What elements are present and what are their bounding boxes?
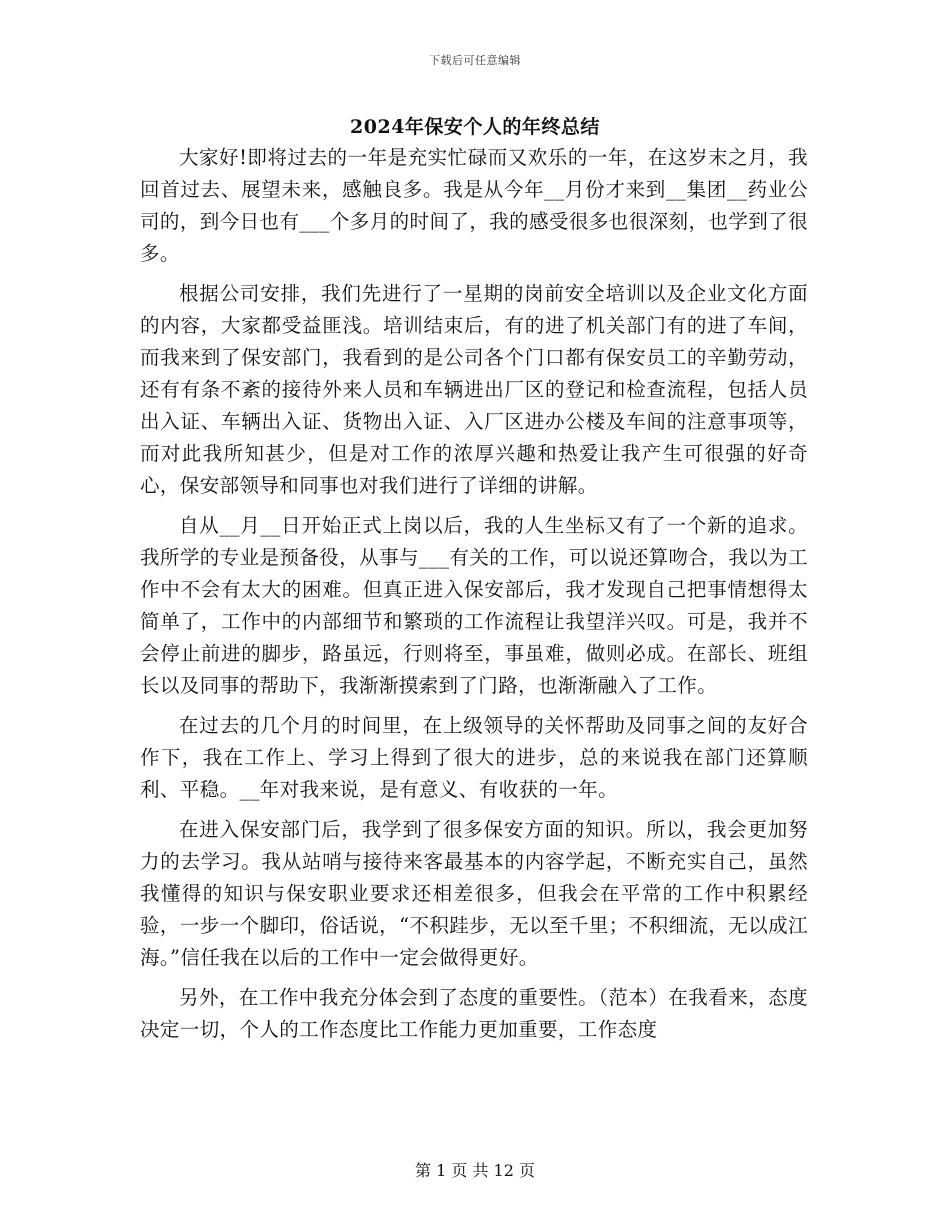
paragraph-1: 大家好!即将过去的一年是充实忙碌而又欢乐的一年，在这岁末之月，我回首过去、展望未来，感触良多。我是从今年__月份才来到__集团__药业公司的，到今日也有___个多月的时间了，我的感受很多也很深刻，也学到了很多。 [140,146,808,265]
paragraph-4: 在过去的几个月的时间里，在上级领导的关怀帮助及同事之间的友好合作下，我在工作上、学习上得到了很大的进步，总的来说我在部门还算顺利、平稳。__年对我来说，是有意义、有收获的一年。 [140,714,808,801]
document-body [140,142,808,1054]
document-title: 2024年保安个人的年终总结 [350,116,600,138]
header-note: 下载后可任意编辑 [429,54,521,67]
paragraph-3: 自从__月__日开始正式上岗以后，我的人生坐标又有了一个新的追求。我所学的专业是预备役，从事与___有关的工作，可以说还算吻合，我以为工作中不会有太大的困难。但真正进入保安部后，我才发现自己把事情想得太简单了，工作中的内部细节和繁琐的工作流程让我望洋兴叹。可是，我并不会停止前进的脚步，路虽远，行则将至，事虽难，做则必成。在部长、班组长以及同事的帮助下，我渐渐摸索到了门路，也渐渐融入了工作。 [140,514,808,697]
paragraph-5: 在进入保安部门后，我学到了很多保安方面的知识。所以，我会更加努力的去学习。我从站哨与接待来客最基本的内容学起，不断充实自己，虽然我懂得的知识与保安职业要求还相差很多，但我会在平常的工作中积累经验，一步一个脚印，俗话说，“不积跬步，无以至千里；不积细流，无以成江海。”信任我在以后的工作中一定会做得更好。 [140,818,808,969]
paragraph-6: 另外，在工作中我充分体会到了态度的重要性。（范本）在我看来，态度决定一切，个人的工作态度比工作能力更加重要，工作态度 [140,986,808,1041]
paragraph-2: 根据公司安排，我们先进行了一星期的岗前安全培训以及企业文化方面的内容，大家都受益匪浅。培训结束后，有的进了机关部门有的进了车间，而我来到了保安部门，我看到的是公司各个门口都有保安员工的辛勤劳动，还有有条不紊的接待外来人员和车辆进出厂区的登记和检查流程，包括人员出入证、车辆出入证、货物出入证、入厂区进办公楼及车间的注意事项等，而对此我所知甚少，但是对工作的浓厚兴趣和热爱让我产生可很强的好奇心，保安部领导和同事也对我们进行了详细的讲解。 [140,282,808,497]
page-footer: 第 1 页 共 12 页 [415,1161,535,1180]
